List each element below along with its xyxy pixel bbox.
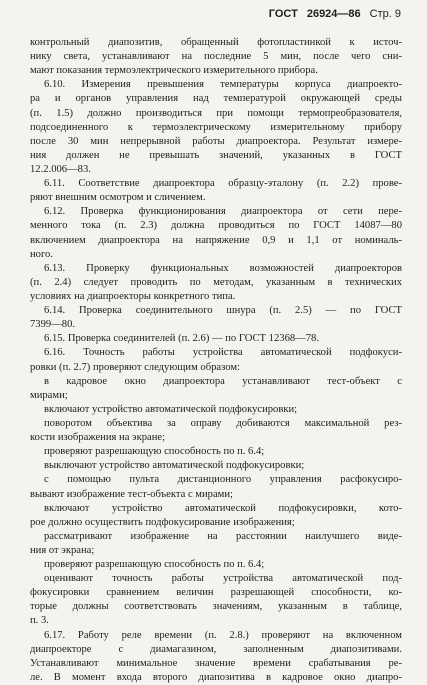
text-line: (п. 2.4) следует проводить по методам, указанным в технических [30,276,402,288]
text-line: 6.13. Проверку функциональных возможностей диапроекторов [44,262,402,274]
text-line: контрольный диапозитив, обращенный фотопластинкой к источ- [30,37,402,48]
text-line: Устанавливают минимальное значение времени срабатывания ре- [30,657,402,669]
text-line: ного. [30,248,53,260]
text-line: нику света, устанавливают на последние 5 мин, после чего сни- [30,51,402,63]
text-line: ле. В момент входа второго диапозитива в кадровое окно диапро- [30,671,402,683]
text-line: условиях на диапроекторы конкретного типа. [30,290,236,302]
text-line: ровки (п. 2.7) проверяют следующим образом: [30,361,240,373]
text-line: вывают изображение тест-объекта с мирами; [30,488,233,500]
text-line: поворотом объектива за оправу добиваются максимальной рез- [44,417,402,429]
text-line: фокусировки сравнением величин разрешающей способности, ко- [30,587,402,599]
text-line: включают устройство автоматической подфокусировки; [44,403,298,415]
text-line: проверяют разрешающую способность по п. 6.4; [44,446,265,458]
page-number: Стр. 9 [369,8,401,20]
page-header [260,8,401,20]
text-line: включают устройство автоматической подфокусировки, кото- [44,502,402,514]
text-line: выключают устройство автоматической подфокусировки; [44,460,305,472]
standard-label: ГОСТ [268,8,298,20]
text-line: мирами; [30,389,68,401]
text-line: (п. 1.5) должно производиться при помощи термопреобразователя, [30,107,402,119]
text-line: 12.2.006—83. [30,163,91,175]
text-line: 6.12. Проверка функционирования диапроектора от сети пере- [44,206,402,218]
text-line: 6.15. Проверка соединителей (п. 2.6) — по ГОСТ 12368—78. [44,333,319,345]
text-line: 6.10. Измерения превышения температуры корпуса диапроекто- [44,79,402,91]
body-text [30,36,402,685]
text-line: с помощью пульта дистанционного управления расфокусиро- [44,474,402,486]
text-line: кости изображения на экране; [30,432,166,444]
text-line: проверяют разрешающую способность по п. 6.4; [44,559,265,571]
text-line: 6.16. Точность работы устройства автоматической подфокуси- [44,347,402,359]
text-line: ра и органов управления над температурой окружающей среды [30,93,402,105]
text-line: рассматривают изображение на расстоянии наилучшего виде- [44,530,402,542]
text-line: 6.17. Работу реле времени (п. 2.8.) проверяют на включенном [44,629,402,641]
text-line: после 30 мин непрерывной работы диапроектора. Результат измере- [30,135,402,147]
text-line: ния должен не превышать значений, указанных в ГОСТ [30,149,402,161]
text-line: диапроекторе с диамагазином, заполненным диапозитивами. [30,643,402,655]
text-line: 6.11. Соответствие диапроектора образцу-эталону (п. 2.2) прове- [44,178,402,190]
text-line: рое должно осуществить подфокусирование изображения; [30,516,295,528]
text-line: оценивают точность работы устройства автоматической под- [44,573,402,585]
text-line: ряют внешним осмотром и сличением. [30,192,206,204]
text-line: ния от экрана; [30,544,95,556]
text-line: включением диапроектора на напряжение 0,9 и 1,1 от номиналь- [30,234,402,246]
text-line: мают показания термоэлектрического измерительного прибора. [30,65,318,77]
text-line: торые должны соответствовать значениям, указанным в таблице, [30,601,402,613]
text-line: подсоединенного к термоэлектрическому измерительному прибору [30,121,402,133]
text-line: менного тока (п. 2.3) должна проводиться по ГОСТ 14087—80 [30,220,402,232]
standard-number: 26924—86 [306,8,361,20]
text-line: 7399—80. [30,319,76,331]
text-line: в кадровое окно диапроектора устанавливают тест-объект с [44,375,402,387]
text-line: п. 3. [30,615,49,627]
text-line: 6.14. Проверка соединительного шнура (п. 2.5) — по ГОСТ [44,305,402,317]
